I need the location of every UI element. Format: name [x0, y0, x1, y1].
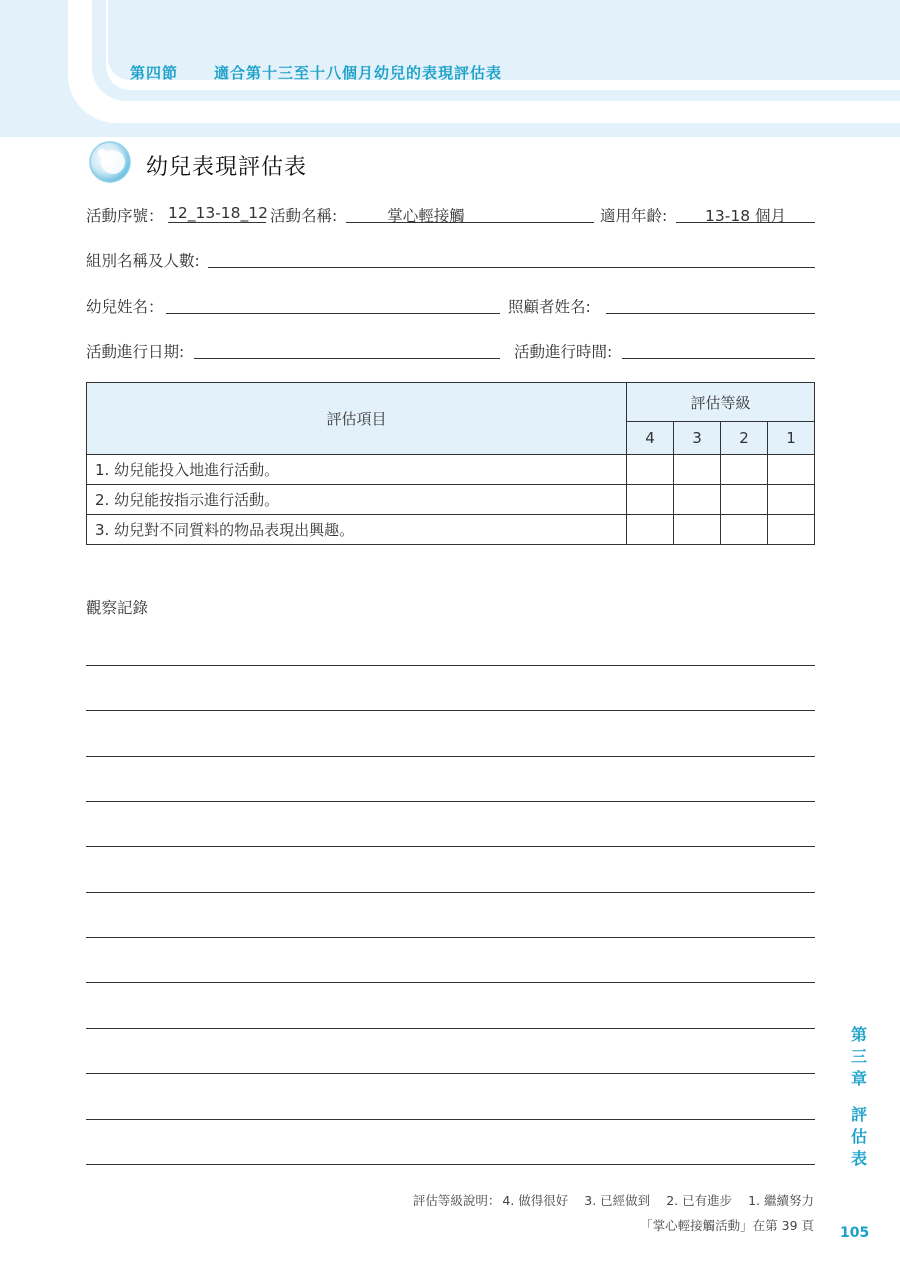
carer-label: 照顧者姓名: — [508, 298, 591, 316]
grade-cell[interactable] — [627, 455, 674, 485]
observation-line — [86, 1119, 815, 1120]
observation-line — [86, 846, 815, 847]
page-reference: 「掌心輕接觸活動」在第 39 頁 — [640, 1218, 814, 1233]
grade-cell[interactable] — [768, 515, 815, 545]
item-1: 1. 幼兒能投入地進行活動。 — [87, 455, 627, 485]
grade-legend — [413, 1191, 814, 1209]
legend-item: 3. 已經做到 — [584, 1193, 651, 1208]
observation-line — [86, 1164, 815, 1165]
grade-cell[interactable] — [674, 485, 721, 515]
carer-line — [606, 313, 815, 314]
legend-label: 評估等級說明： — [412, 1193, 501, 1208]
grade-cell[interactable] — [721, 515, 768, 545]
form-title: 幼兒表現評估表 — [146, 155, 308, 180]
grade-4-header: 4 — [627, 422, 674, 455]
table-row — [87, 485, 815, 515]
page-number: 105 — [840, 1225, 870, 1241]
date-label: 活動進行日期: — [86, 343, 185, 361]
activity-name-value: 掌心輕接觸 — [387, 207, 465, 225]
item-header: 評估項目 — [87, 383, 627, 455]
chapter-char: 三 — [850, 1047, 867, 1066]
legend-item: 1. 繼續努力 — [748, 1193, 814, 1208]
activity-no-value: 12_13-18_12 — [168, 204, 268, 222]
section-title: 適合第十三至十八個月幼兒的表現評估表 — [214, 64, 503, 82]
observation-line — [86, 665, 815, 666]
age-label: 適用年齡: — [600, 207, 668, 225]
grade-cell[interactable] — [768, 485, 815, 515]
child-name-line — [166, 313, 500, 314]
grade-cell[interactable] — [768, 455, 815, 485]
activity-no-line — [168, 222, 266, 223]
child-name-label: 幼兒姓名： — [86, 298, 164, 316]
grade-cell[interactable] — [627, 485, 674, 515]
legend-item: 2. 已有進步 — [666, 1193, 733, 1208]
group-label: 組別名稱及人數: — [86, 252, 200, 270]
grade-header: 評估等級 — [627, 383, 815, 422]
chapter-char: 章 — [850, 1069, 867, 1088]
observation-line — [86, 1073, 815, 1074]
chapter-tab — [849, 1024, 869, 1170]
grade-cell[interactable] — [674, 455, 721, 485]
grade-2-header: 2 — [721, 422, 768, 455]
table-row — [87, 515, 815, 545]
observation-line — [86, 710, 815, 711]
item-3: 3. 幼兒對不同質料的物品表現出興趣。 — [87, 515, 627, 545]
grade-cell[interactable] — [721, 455, 768, 485]
grade-cell[interactable] — [721, 485, 768, 515]
observation-line — [86, 801, 815, 802]
chapter-name-char: 表 — [850, 1149, 867, 1168]
time-line — [622, 358, 815, 359]
time-label: 活動進行時間: — [514, 343, 613, 361]
grade-1-header: 1 — [768, 422, 815, 455]
item-2: 2. 幼兒能按指示進行活動。 — [87, 485, 627, 515]
chapter-char: 第 — [850, 1025, 867, 1044]
observation-label: 觀察記錄 — [86, 599, 149, 617]
table-row — [87, 455, 815, 485]
observation-line — [86, 1028, 815, 1029]
observation-line — [86, 756, 815, 757]
grade-3-header: 3 — [674, 422, 721, 455]
group-line — [208, 267, 815, 268]
activity-name-label: 活動名稱: — [270, 207, 338, 225]
age-value: 13-18 個月 — [705, 207, 786, 225]
grade-cell[interactable] — [627, 515, 674, 545]
grade-cell[interactable] — [674, 515, 721, 545]
section-number: 第四節 — [130, 64, 179, 82]
legend-item: 4. 做得很好 — [502, 1193, 569, 1208]
chapter-name-char: 估 — [850, 1127, 867, 1146]
chapter-name-char: 評 — [850, 1105, 867, 1124]
bubble-icon — [88, 140, 132, 184]
observation-line — [86, 892, 815, 893]
observation-line — [86, 982, 815, 983]
assessment-table — [86, 382, 815, 545]
observation-line — [86, 937, 815, 938]
activity-no-label: 活動序號： — [86, 207, 164, 225]
date-line — [194, 358, 500, 359]
